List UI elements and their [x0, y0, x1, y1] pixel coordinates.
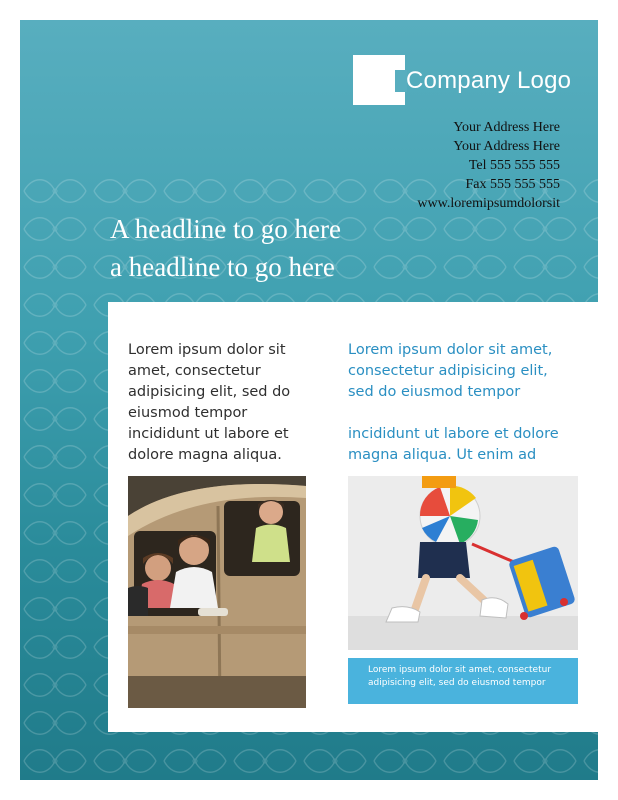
headline-line-1: A headline to go here: [110, 214, 341, 244]
website-line: www.loremipsumdolorsit: [417, 196, 560, 211]
address-line: Your Address Here: [453, 139, 560, 154]
address-line: Your Address Here: [453, 120, 560, 135]
right-paragraph-2: incididunt ut labore et dolore magna aliqua. Ut enim ad: [348, 426, 559, 463]
fax-line: Fax 555 555 555: [465, 177, 560, 192]
headline: [110, 210, 341, 286]
content-panel: [108, 302, 598, 732]
headline-line-2: a headline to go here: [110, 252, 335, 282]
contact-address-block: [417, 118, 560, 213]
flyer-page: [20, 20, 598, 780]
family-in-car-illustration: [128, 476, 306, 708]
right-column-text: [348, 340, 578, 466]
caption-box: [348, 658, 578, 704]
right-paragraph-1: Lorem ipsum dolor sit amet, consectetur adipisicing elit, sed do eiusmod tempor: [348, 342, 553, 400]
left-column-text: [128, 340, 298, 466]
family-in-car-photo: [128, 476, 306, 708]
child-beach-ball-illustration: [348, 476, 578, 650]
child-with-beach-ball-and-suitcase-photo: [348, 476, 578, 650]
left-paragraph: Lorem ipsum dolor sit amet, consectetur adipisicing elit, sed do eiusmod tempor incididunt ut labore et dolore magna aliqua.: [128, 342, 291, 463]
phone-line: Tel 555 555 555: [468, 158, 560, 173]
company-logo-text: Company Logo: [406, 67, 572, 94]
caption-text: Lorem ipsum dolor sit amet, consectetur adipisicing elit, sed do eiusmod tempor: [368, 665, 552, 688]
